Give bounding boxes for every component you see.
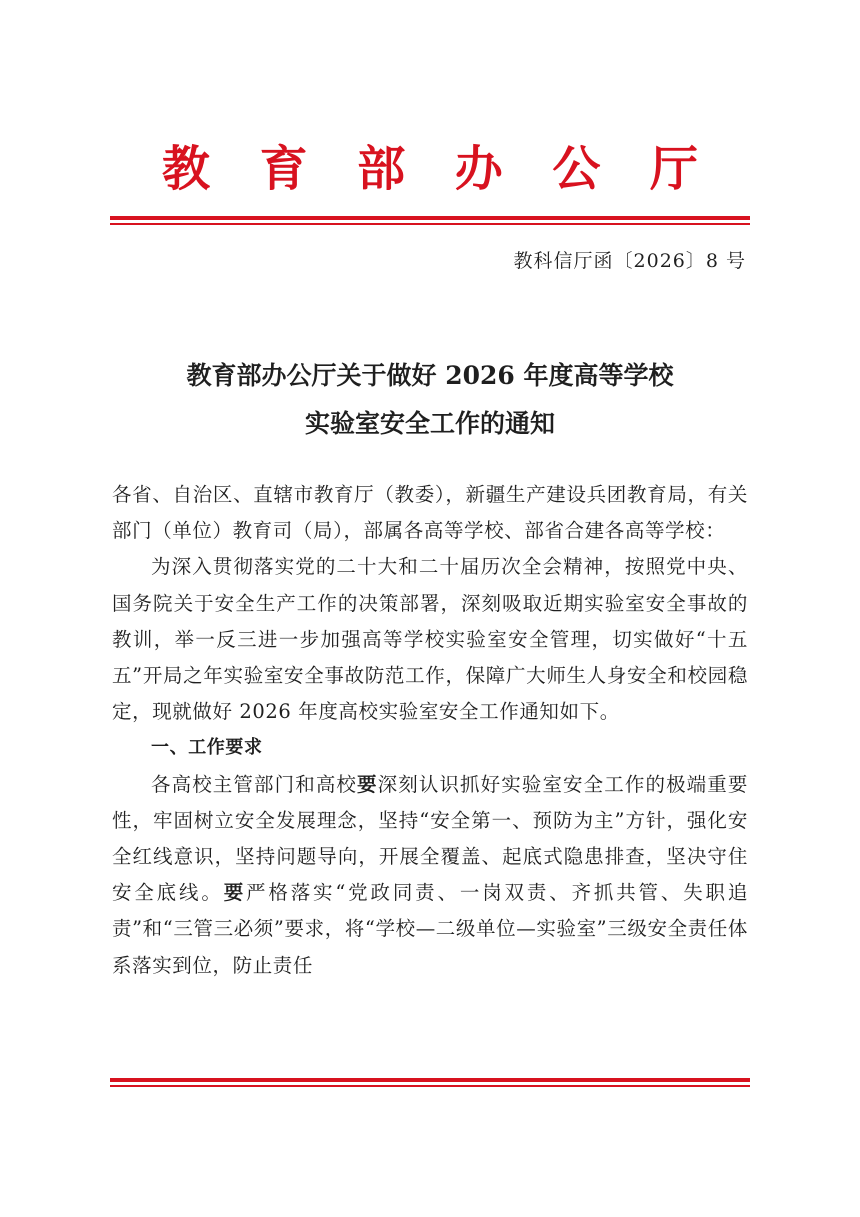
emphasis-text: 要 [223, 881, 247, 905]
issuer-header [110, 138, 750, 200]
section-paragraph [112, 767, 748, 984]
issuer-char: 厅 [649, 141, 698, 197]
issuer-char: 部 [357, 141, 406, 197]
paragraph-text: 严格落实“党政同责、一岗双责、齐抓共管、失职追责”和“三管三必须”要求，将“学校—二级单位—实验室”三级安全责任体系落实到位，防止责任 [112, 881, 748, 977]
issuer-char: 办 [454, 141, 503, 197]
document-number: 教科信厅函〔2026〕8 号 [513, 250, 746, 272]
document-title [110, 352, 750, 448]
section-heading: 一、工作要求 [151, 737, 263, 759]
addressee-paragraph: 各省、自治区、直辖市教育厅（教委），新疆生产建设兵团教育局，有关部门（单位）教育司（局），部属各高等学校、部省合建各高等学校： [112, 483, 748, 543]
issuer-char: 公 [552, 141, 601, 197]
issuer-char: 育 [259, 141, 308, 197]
footer-divider-thin [110, 1085, 750, 1087]
document-body [112, 477, 748, 984]
document-title-line: 实验室安全工作的通知 [304, 409, 555, 438]
intro-paragraph: 为深入贯彻落实党的二十大和二十届历次全会精神，按照党中央、国务院关于安全生产工作的决策部署，深刻吸取近期实验室安全事故的教训，举一反三进一步加强高等学校实验室安全管理，切实做好“十五五”开局之年实验室安全事故防范工作，保障广大师生人身安全和校园稳定，现就做好 2026 年度高校实验室安全工作通知如下。 [112, 555, 748, 724]
issuer-char: 教 [162, 141, 211, 197]
emphasis-text: 要 [357, 772, 378, 796]
document-title-line: 教育部办公厅关于做好 2026 年度高等学校 [186, 361, 674, 390]
header-divider-thick [110, 216, 750, 220]
header-divider-thin [110, 223, 750, 225]
footer-divider-thick [110, 1078, 750, 1082]
paragraph-text: 各高校主管部门和高校 [151, 772, 358, 796]
paragraph-text: 深刻认识抓好实验室安全工作的极端重要性，牢固树立安全发展理念，坚持“安全第一、预防为主”方针，强化安全红线意识，坚持问题导向，开展全覆盖、起底式隐患排查，坚决守住安全底线。 [112, 772, 748, 905]
